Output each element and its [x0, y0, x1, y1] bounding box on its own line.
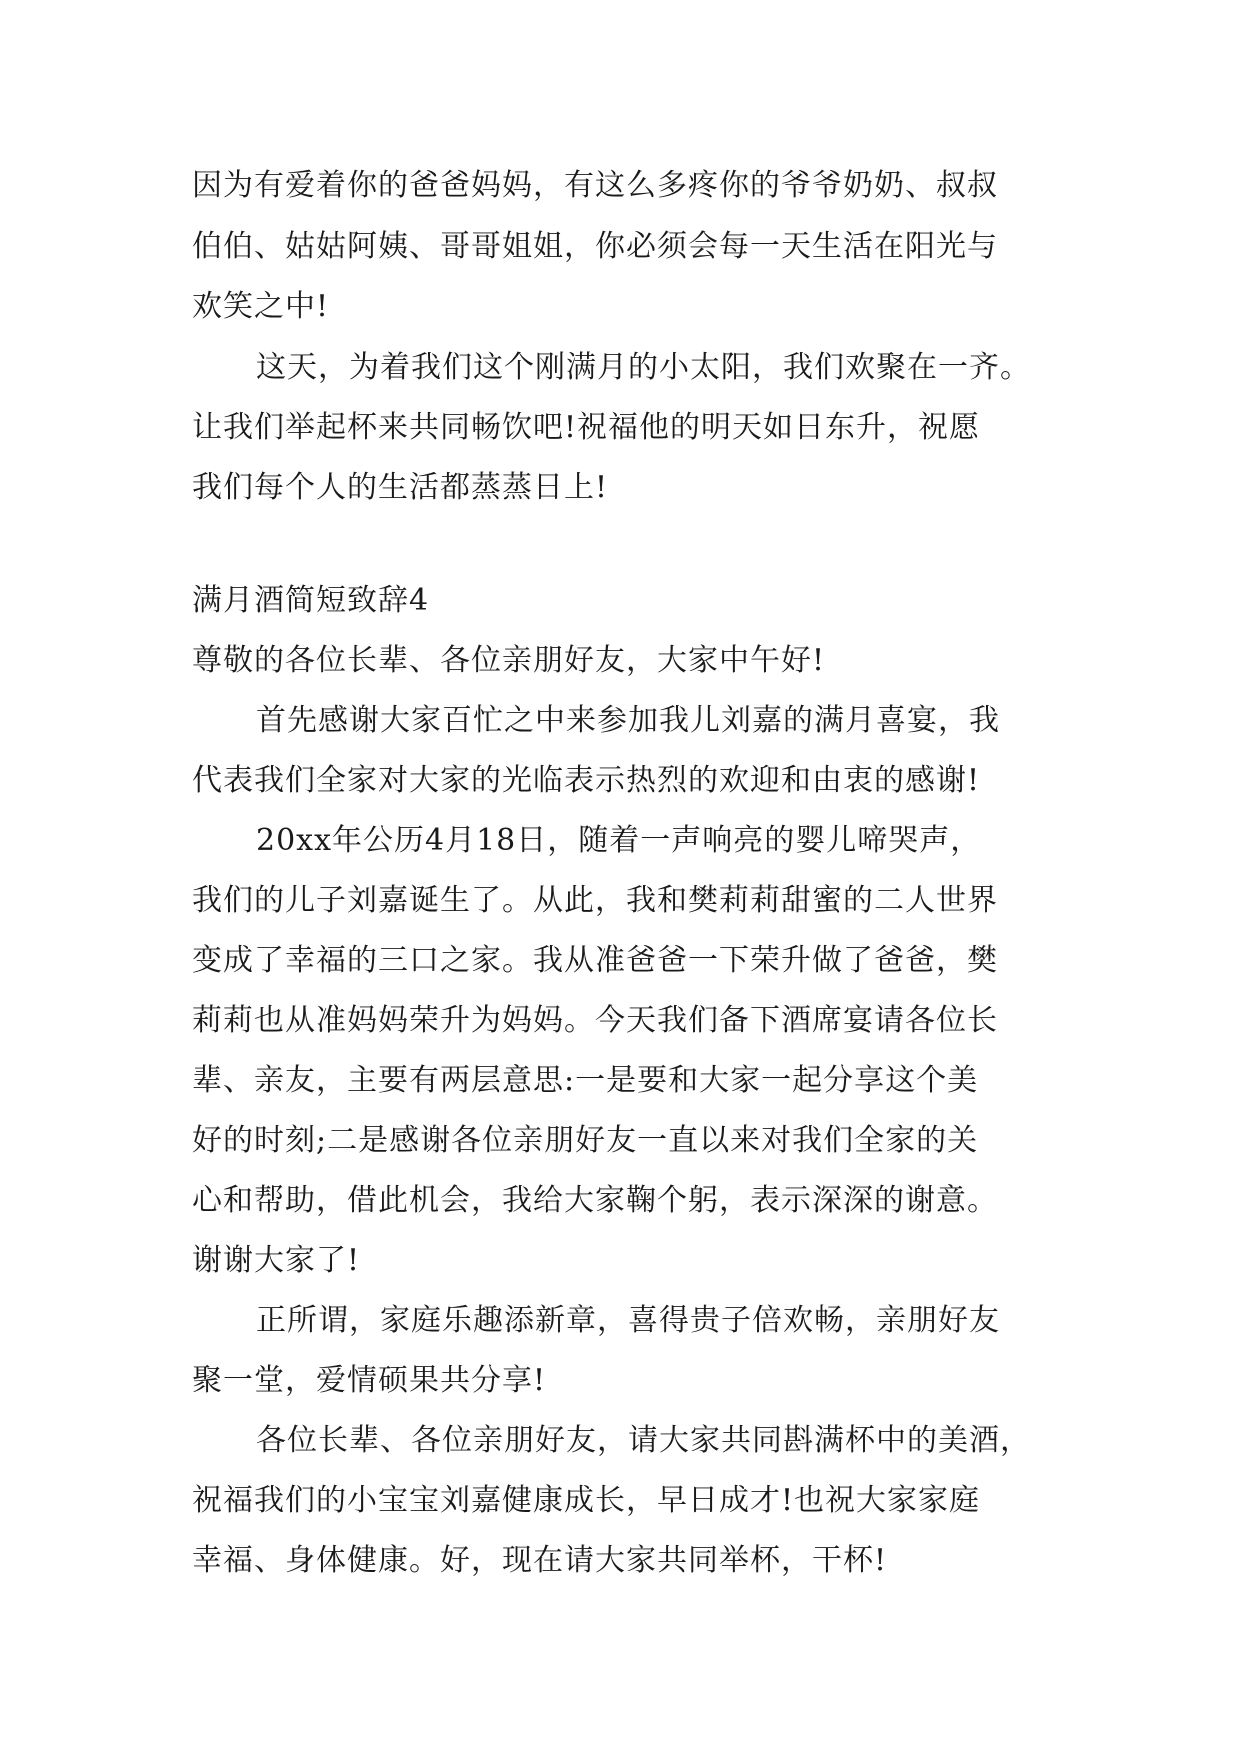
- paragraph-line: 让我们举起杯来共同畅饮吧!祝福他的明天如日东升，祝愿: [192, 410, 981, 445]
- section-heading: 满月酒简短致辞4: [192, 583, 430, 618]
- paragraph-line: 欢笑之中!: [192, 289, 330, 324]
- paragraph-line: 我们的儿子刘嘉诞生了。从此，我和樊莉莉甜蜜的二人世界: [192, 883, 998, 918]
- paragraph-line: 代表我们全家对大家的光临表示热烈的欢迎和由衷的感谢!: [192, 763, 981, 798]
- paragraph-line: 我们每个人的生活都蒸蒸日上!: [192, 470, 609, 505]
- paragraph-line: 这天，为着我们这个刚满月的小太阳，我们欢聚在一齐。: [256, 350, 1031, 385]
- paragraph-line: 首先感谢大家百忙之中来参加我儿刘嘉的满月喜宴，我: [256, 703, 1000, 738]
- paragraph-line: 辈、亲友，主要有两层意思:一是要和大家一起分享这个美: [192, 1063, 979, 1098]
- paragraph-line: 伯伯、姑姑阿姨、哥哥姐姐，你必须会每一天生活在阳光与: [192, 229, 998, 264]
- paragraph-line: 幸福、身体健康。好，现在请大家共同举杯，干杯!: [192, 1543, 888, 1578]
- paragraph-line: 好的时刻;二是感谢各位亲朋好友一直以来对我们全家的关: [192, 1123, 979, 1158]
- paragraph-line: 谢谢大家了!: [192, 1243, 361, 1278]
- paragraph-line: 莉莉也从准妈妈荣升为妈妈。今天我们备下酒席宴请各位长: [192, 1003, 998, 1038]
- paragraph-line: 正所谓，家庭乐趣添新章，喜得贵子倍欢畅，亲朋好友: [256, 1303, 1000, 1338]
- paragraph-line: 心和帮助，借此机会，我给大家鞠个躬，表示深深的谢意。: [192, 1183, 998, 1218]
- paragraph-line: 20xx年公历4月18日，随着一声响亮的婴儿啼哭声，: [256, 823, 982, 858]
- paragraph-line: 祝福我们的小宝宝刘嘉健康成长，早日成才!也祝大家家庭: [192, 1483, 981, 1518]
- paragraph-line: 各位长辈、各位亲朋好友，请大家共同斟满杯中的美酒，: [256, 1423, 1031, 1458]
- paragraph-line: 变成了幸福的三口之家。我从准爸爸一下荣升做了爸爸，樊: [192, 943, 998, 978]
- greeting-line: 尊敬的各位长辈、各位亲朋好友，大家中午好!: [192, 643, 826, 678]
- paragraph-line: 聚一堂，爱情硕果共分享!: [192, 1363, 547, 1398]
- paragraph-line: 因为有爱着你的爸爸妈妈，有这么多疼你的爷爷奶奶、叔叔: [192, 168, 998, 203]
